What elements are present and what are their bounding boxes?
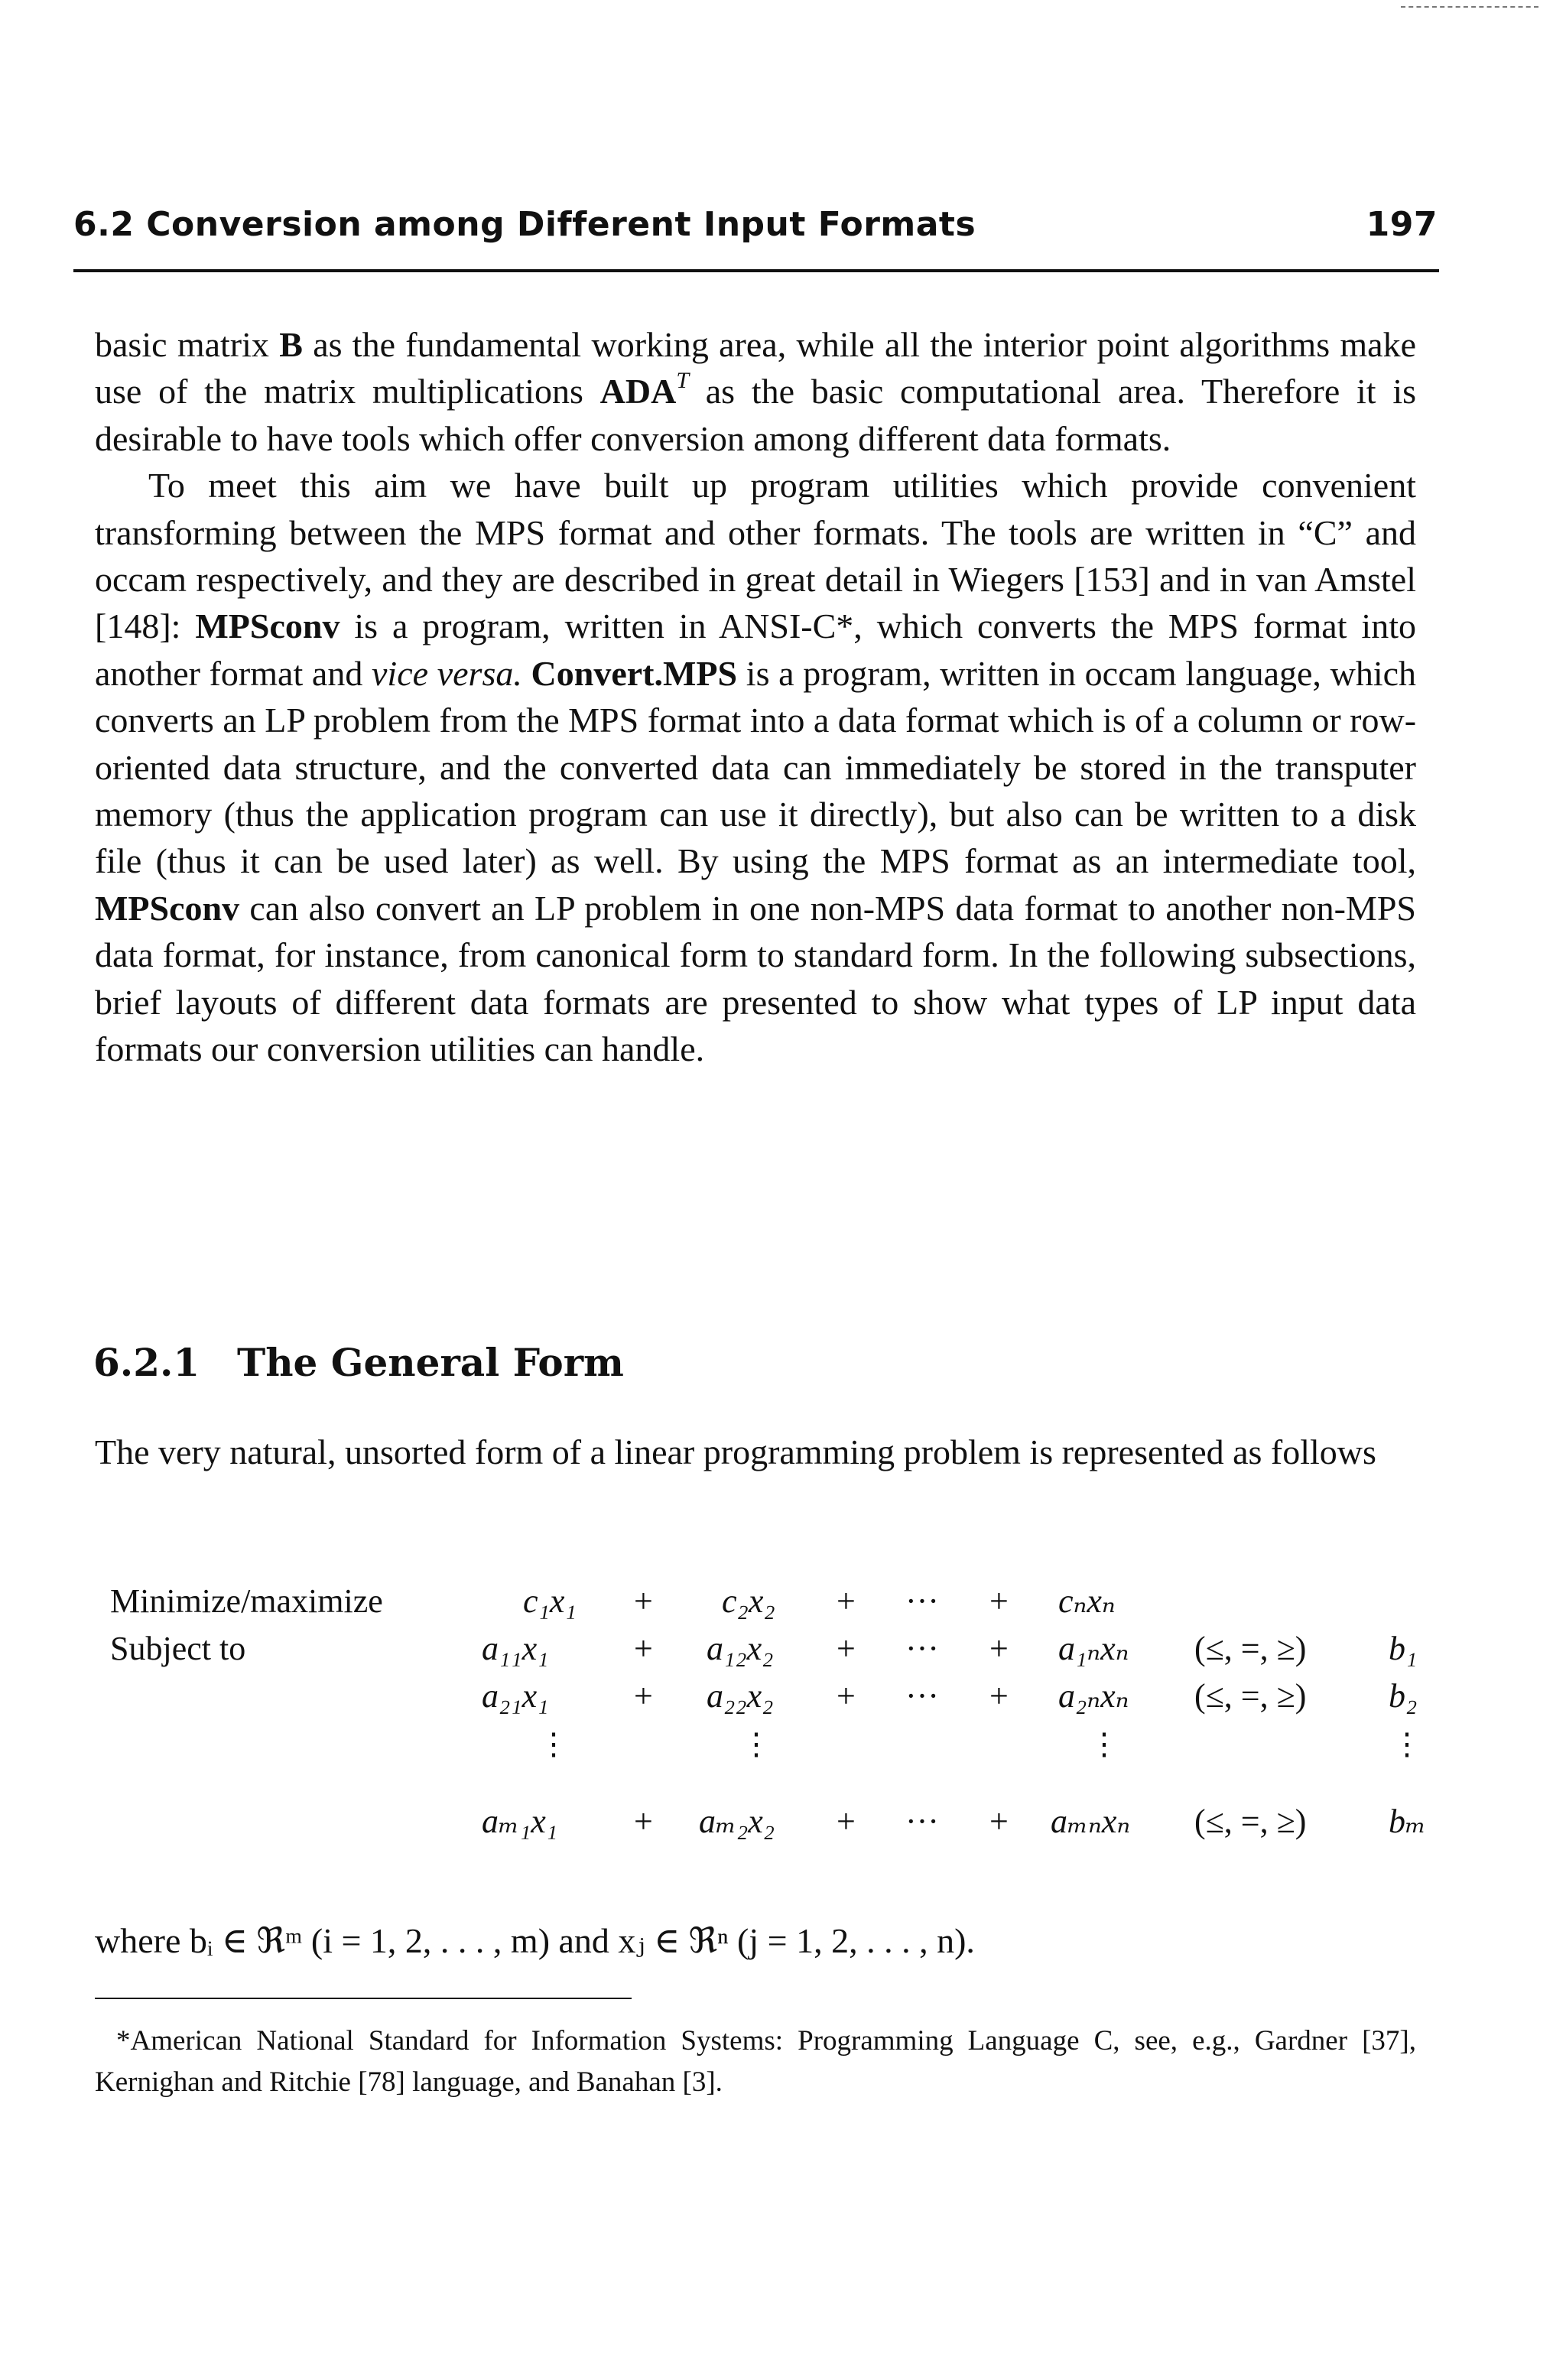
- lp-constraint-row: [110, 1802, 1456, 1849]
- term-a2n: a₂ₙxₙ: [1058, 1677, 1129, 1715]
- cdots: ···: [905, 1803, 939, 1840]
- plus-sign: +: [634, 1630, 653, 1667]
- lp-vdots-row: [110, 1724, 1456, 1802]
- paragraph-2: [95, 462, 1416, 1072]
- term-am2: aₘ₂x₂: [699, 1803, 775, 1840]
- bold-term: MPSconv: [195, 606, 340, 646]
- body-text: [95, 321, 1416, 1073]
- subject-to-label: Subject to: [110, 1630, 246, 1667]
- plus-sign: +: [837, 1630, 856, 1667]
- term-a22: a₂₂x₂: [707, 1677, 774, 1715]
- bold-term: MPSconv: [95, 888, 240, 928]
- intro-paragraph: The very natural, unsorted form of a linear programming problem is represented as follows: [95, 1432, 1376, 1471]
- text-run: To meet this aim we have built up program utilities which provide convenient transforming between the MPS format and other formats. The tools are written in “C” and occam respectively, and they are described in great detail in Wiegers [153] and in van Amstel [148]:: [95, 466, 1416, 646]
- footnote: *American National Standard for Information Systems: Programming Language C, see, e.g., Gardner [37], Kernighan and Ritchie [78] language, and Banahan [3].: [95, 2025, 1416, 2098]
- term-amn: aₘₙxₙ: [1051, 1803, 1131, 1840]
- plus-sign: +: [837, 1582, 856, 1620]
- text-run: [522, 654, 531, 693]
- plus-sign: +: [989, 1582, 1009, 1620]
- lp-constraint-row: [110, 1676, 1456, 1724]
- lp-objective-row: [110, 1582, 1456, 1629]
- plus-sign: +: [989, 1630, 1009, 1667]
- vdots: ⋮: [1392, 1727, 1422, 1761]
- text-run: is a program, written in ANSI-C*, which converts the MPS format into another format and: [95, 606, 1416, 693]
- term-c2: c₂x₂: [722, 1582, 775, 1620]
- term-c1: c₁x₁: [523, 1582, 577, 1620]
- text-run: is a program, written in occam language, which converts an LP problem from the MPS format into a data format which is of a column or row-oriented data structure, and the converted data can immediately be stored in the transputer memory (thus the application program can use it directly), but also can be written to a disk file (thus it can be used later) as well. By using the MPS format as an intermediate tool,: [95, 653, 1417, 881]
- scan-top-rule: [1401, 6, 1538, 8]
- relation: (≤, =, ≥): [1194, 1677, 1307, 1715]
- text-run: as the basic computational area. Therefore it is desirable to have tools which offer conversion among different data formats.: [95, 372, 1417, 458]
- vdots: ⋮: [538, 1727, 569, 1761]
- superscript: T: [676, 368, 690, 394]
- plus-sign: +: [837, 1803, 856, 1840]
- term-a11: a₁₁x₁: [482, 1630, 549, 1667]
- section-heading: [93, 1340, 624, 1385]
- running-head: [73, 205, 1438, 244]
- bold-term: Convert.MPS: [531, 653, 738, 693]
- footnote-rule: [95, 1998, 632, 1999]
- plus-sign: +: [634, 1582, 653, 1620]
- vdots: ⋮: [1089, 1727, 1119, 1761]
- plus-sign: +: [634, 1803, 653, 1840]
- cdots: ···: [905, 1582, 939, 1620]
- cdots: ···: [905, 1630, 939, 1667]
- term-am1: aₘ₁x₁: [482, 1803, 558, 1840]
- term-a1n: a₁ₙxₙ: [1058, 1630, 1129, 1667]
- page-number: 197: [1366, 205, 1438, 244]
- paragraph-1: [95, 321, 1416, 462]
- relation: (≤, =, ≥): [1194, 1803, 1307, 1840]
- lp-formulation: [110, 1582, 1456, 1849]
- rhs-b1: b₁: [1389, 1630, 1418, 1667]
- lp-constraint-row: [110, 1629, 1456, 1676]
- plus-sign: +: [989, 1677, 1009, 1715]
- plus-sign: +: [634, 1677, 653, 1715]
- bold-term: B: [279, 325, 303, 364]
- header-rule: [73, 269, 1439, 272]
- plus-sign: +: [837, 1677, 856, 1715]
- text-run: as the fundamental working area, while all the interior point algorithms make use of the matrix multiplications: [95, 325, 1417, 411]
- running-head-title: 6.2 Conversion among Different Input Formats: [73, 205, 976, 244]
- rhs-bm: bₘ: [1389, 1803, 1426, 1840]
- text-run: vice versa.: [372, 653, 522, 693]
- section-title: The General Form: [237, 1340, 624, 1385]
- section-number: 6.2.1: [93, 1340, 200, 1385]
- text-run: basic matrix: [95, 325, 280, 364]
- relation: (≤, =, ≥): [1194, 1630, 1307, 1667]
- text-run: can also convert an LP problem in one non-MPS data format to another non-MPS data format, for instance, from canonical form to standard form. In the following subsections, brief layouts of different data formats are presented to show what types of LP input data formats our conversion utilities can handle.: [95, 888, 1416, 1069]
- objective-label: Minimize/maximize: [110, 1582, 383, 1620]
- bold-term: ADA: [599, 372, 677, 411]
- term-a12: a₁₂x₂: [707, 1630, 774, 1667]
- vdots: ⋮: [741, 1727, 772, 1761]
- plus-sign: +: [989, 1803, 1009, 1840]
- cdots: ···: [905, 1677, 939, 1715]
- rhs-b2: b₂: [1389, 1677, 1418, 1715]
- term-a21: a₂₁x₁: [482, 1677, 549, 1715]
- term-cn: cₙxₙ: [1058, 1582, 1116, 1620]
- where-clause: where bᵢ ∈ ℜᵐ (i = 1, 2, . . . , m) and xⱼ ∈ ℜⁿ (j = 1, 2, . . . , n).: [95, 1921, 975, 1960]
